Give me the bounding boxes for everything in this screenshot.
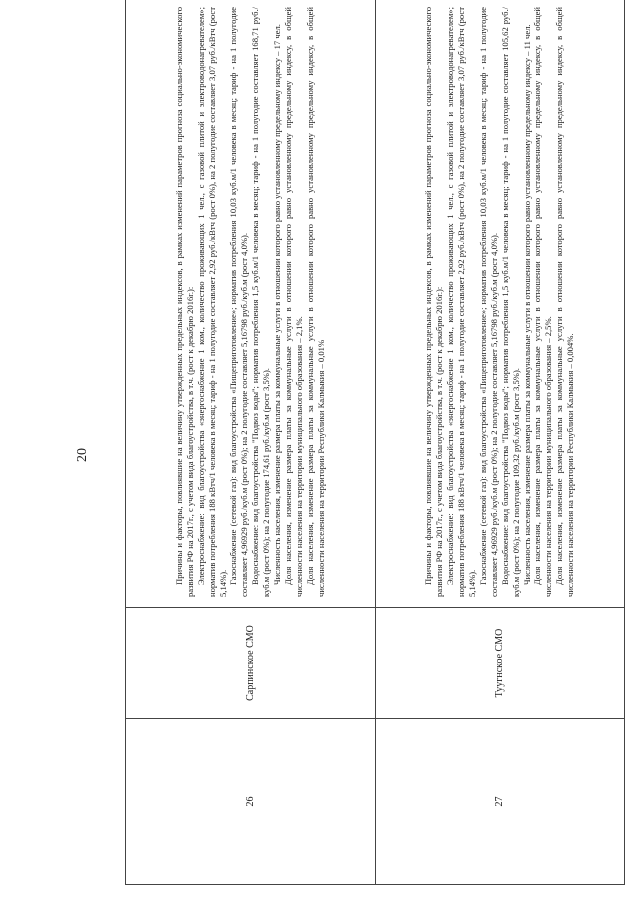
- table-row: [375, 0, 625, 885]
- paragraph: Численность населения, изменение размера платы за коммунальные услуги в отношении которого равно установленному предельному индексу – 17 чел.: [272, 24, 283, 585]
- paragraph: Причины и факторы, повлиявшие на величину утвержденных предельных индексов, в рамках изменений параметров прогноза социально-экономического развития РФ на 2017г., с учетом вида благоустройства, в т.ч. (рост к декабрю 2016г.):: [173, 7, 195, 597]
- row-number: 26: [126, 719, 376, 885]
- page-number-text: 20: [74, 448, 90, 462]
- page-number: [70, 440, 95, 470]
- paragraph: Доля населения, изменение размера платы за коммунальные услуги в отношении которого равно установленному предельному индексу, в общей численности населения на территории Республики Калмыкия – 0,004%.: [554, 7, 576, 597]
- paragraph: Электроснабжение: вид благоустройства «энергоснабжение 1 ком., количество проживающих 1 чел., с газовой плитой и электроводонагревателем»; норматив потребления 188 кВтч/1 человека в месяц; тариф - на 1 полугодие составляет 2,92 руб./кВтч (рост 0%), на 2 полугодие составляет 3,07 руб./кВтч (рост 5,14%).: [195, 7, 228, 597]
- paragraph: Доля населения, изменение размера платы за коммунальные услуги в отношении которого равно установленному предельному индексу, в общей численности населения на территории муниципального образования – 2,1%.: [282, 7, 304, 597]
- description-cell: [126, 0, 376, 608]
- paragraph: Доля населения, изменение размера платы за коммунальные услуги в отношении которого равно установленному предельному индексу, в общей численности населения на территории муниципального образования – 2,5%.: [532, 7, 554, 597]
- paragraph: Газоснабжение (сетевой газ): вид благоустройства «Пищеприготовление»; норматив потребления 10,03 куб.м/1 человека в месяц; тариф - на 1 полугодие составляет 4,96929 руб./куб.м (рост 0%); на 2 полугодие составляет 5,16798 руб./куб.м (рост 4,0%).: [477, 7, 499, 597]
- paragraph: Газоснабжение (сетевой газ): вид благоустройства «Пищеприготовление»; норматив потребления 10,03 куб.м/1 человека в месяц; тариф - на 1 полугодие составляет 4,96929 руб./куб.м (рост 0%); на 2 полугодие составляет 5,16798 руб./куб.м (рост 4,0%).: [228, 7, 250, 597]
- municipality-name: Сарпинское СМО: [126, 608, 376, 719]
- paragraph: Численность населения, изменение размера платы за коммунальные услуги в отношении которого равно установленному предельному индексу – 11 чел.: [521, 24, 532, 585]
- municipality-table: [125, 0, 625, 885]
- table-row: [126, 0, 376, 885]
- paragraph: Водоснабжение: вид благоустройства "Подвоз воды"; норматив потребления 1,5 куб.м/1 человека в месяц; тариф - на 1 полугодие составляет 105,62 руб./куб.м (рост 0%); на 2 полугодие 109,32 руб./куб.м (рост 3,5%).: [499, 7, 521, 597]
- description-cell: [375, 0, 625, 608]
- paragraph: Электроснабжение: вид благоустройства «энергоснабжение 1 ком., количество проживающих 1 чел., с газовой плитой и электроводонагревателем»; норматив потребления 188 кВтч/1 человека в месяц; тариф - на 1 полугодие составляет 2,92 руб./кВтч (рост 0%), на 2 полугодие составляет 3,07 руб./кВтч (рост 5,14%).: [445, 7, 478, 597]
- paragraph: Причины и факторы, повлиявшие на величину утвержденных предельных индексов, в рамках изменений параметров прогноза социально-экономического развития РФ на 2017г., с учетом вида благоустройства, в т.ч. (рост к декабрю 2016г.):: [423, 7, 445, 597]
- rotated-table-wrapper: [125, 7, 625, 885]
- paragraph: Водоснабжение: вид благоустройства "Подвоз воды"; норматив потребления 1,5 куб.м/1 человека в месяц; тариф - на 1 полугодие составляет 168,71 руб./куб.м (рост 0%); на 2 полугодие 174,61 руб./куб.м (рост 3,5%).: [250, 7, 272, 597]
- paragraph: Доля населения, изменение размера платы за коммунальные услуги в отношении которого равно установленному предельному индексу, в общей численности населения на территории Республики Калмыкия – 0,01%: [304, 7, 326, 597]
- municipality-name: Туугнское СМО: [375, 608, 625, 719]
- row-number: 27: [375, 719, 625, 885]
